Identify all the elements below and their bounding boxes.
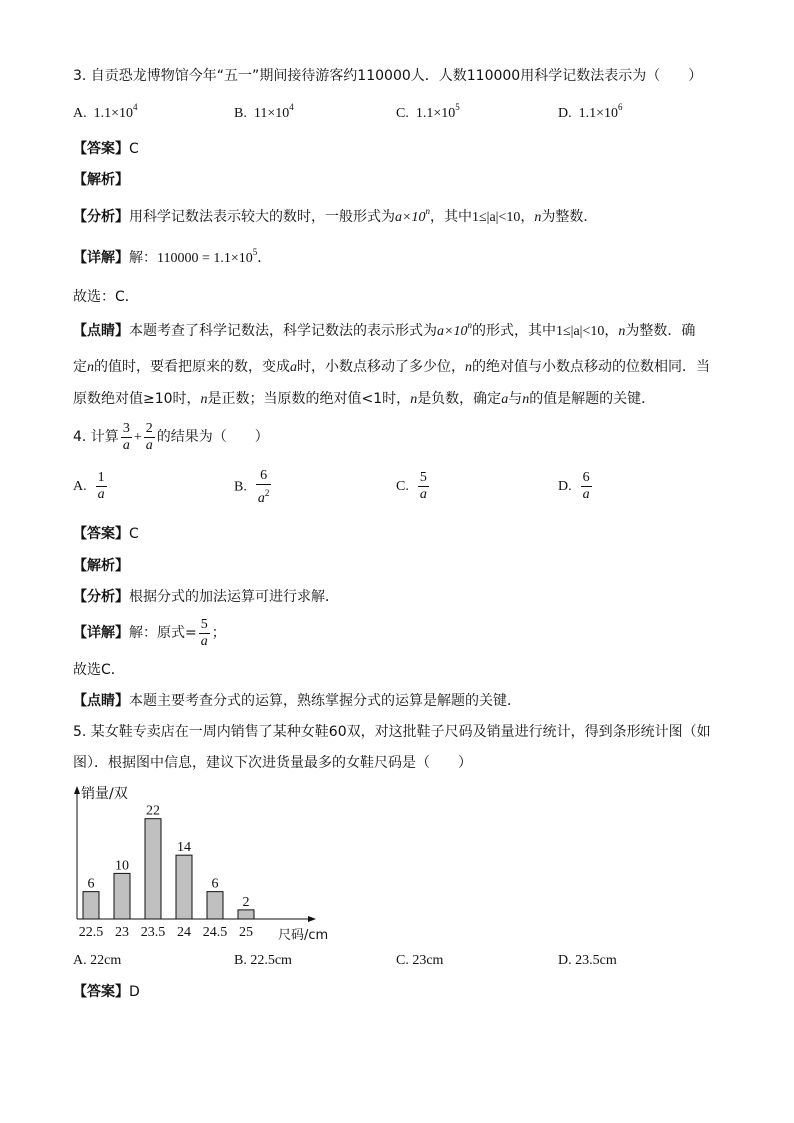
- q4-fraction-2: $\frac{2}{a}$: [145, 420, 153, 453]
- q5-stem-1: 5. 某女鞋专卖店在一周内销售了某种女鞋60双，对这批鞋子尺码及销量进行统计，得到条形统计图（如: [73, 724, 711, 740]
- q4-stem: 4. 计算 $\frac{3}{a}$ + $\frac{2}{a}$ 的结果为（ ）: [73, 420, 269, 453]
- q5-stem-2: 图）．根据图中信息，建议下次进货量最多的女鞋尺码是（ ）: [73, 755, 472, 771]
- y-axis-label: 销量/双: [81, 786, 128, 802]
- bar-25: [238, 910, 254, 919]
- q3-stem-text: 3. 自贡恐龙博物馆今年“五一”期间接待游客约110000人．人数110000用科学记数法表示为（ ）: [73, 68, 703, 84]
- q5-option-c: C. 23cm: [396, 953, 444, 968]
- tick-label-22.5: 22.5: [78, 925, 104, 940]
- bar-23: [114, 873, 130, 919]
- q3-stem: [73, 66, 702, 86]
- tick-label-24: 24: [177, 925, 191, 940]
- q4-option-b: B. $\frac{6}{a^2}$: [234, 468, 270, 506]
- q3-dianjing-3: 原数绝对值≥10时，n是正数；当原数的绝对值<1时，n是负数，确定a与n的值是解题的关键．: [73, 391, 656, 407]
- bar-22.5: [83, 892, 99, 919]
- y-axis-arrow: [74, 786, 80, 794]
- bar-24.5: [207, 892, 223, 919]
- data-label-23.5: 22: [146, 803, 160, 819]
- q3-xiangjie: 【详解】解：$110000 = 1.1\times 10^5$．: [73, 247, 272, 266]
- data-label-24.5: 6: [211, 876, 219, 892]
- q4-fraction-1: $\frac{3}{a}$: [122, 420, 130, 453]
- q3-answer: [73, 139, 139, 159]
- x-axis-label: 尺码/cm: [278, 928, 329, 942]
- q4-guxuan: 故选C．: [73, 662, 125, 678]
- q3-jiexi: 【解析】: [73, 172, 129, 188]
- q4-fenxi: 【分析】根据分式的加法运算可进行求解．: [73, 589, 339, 605]
- q3-guxuan: 故选：C．: [73, 289, 139, 305]
- q5-option-b: B. 22.5cm: [234, 953, 292, 968]
- data-label-24: 14: [177, 840, 191, 856]
- data-label-22.5: 6: [87, 876, 95, 892]
- q3-option-b: B. $11\times 10^4$: [234, 102, 294, 121]
- q3-dianjing-2: 定n的值时，要看把原来的数，变成a时，小数点移动了多少位，n的绝对值与小数点移动的位数相同．当: [73, 359, 710, 375]
- q4-answer: 【答案】C: [73, 526, 139, 542]
- q4-option-a: A. $\frac{1}{a}$: [73, 470, 105, 503]
- q4-dianjing: 【点睛】本题主要考查分式的运算，熟练掌握分式的运算是解题的关键．: [73, 693, 521, 709]
- tick-label-23: 23: [115, 925, 129, 940]
- q4-option-d: D. $\frac{6}{a}$: [558, 470, 590, 503]
- q3-fenxi: 【分析】用科学记数法表示较大的数时，一般形式为$a\times 10^n$，其中1≤|a|<10，n为整数．: [73, 206, 598, 225]
- q5-option-d: D. 23.5cm: [558, 953, 617, 968]
- tick-label-23.5: 23.5: [140, 925, 166, 940]
- bar-23.5: [145, 819, 161, 919]
- x-axis-arrow: [308, 916, 316, 922]
- q4-xiangjie: 【详解】解：原式= $\frac{5}{a}$ ；: [73, 616, 226, 649]
- q4-option-c: C. $\frac{5}{a}$: [396, 470, 427, 503]
- bar-24: [176, 855, 192, 919]
- data-label-25: 2: [242, 894, 250, 910]
- q3-dianjing-1: 【点睛】本题考查了科学记数法，科学记数法的表示形式为$a\times 10^n$的形式，其中1≤|a|<10，n为整数．确: [73, 320, 696, 339]
- q5-option-a: A. 22cm: [73, 953, 122, 968]
- data-label-23: 10: [115, 858, 129, 874]
- q3-option-d: D. $1.1\times 10^6$: [558, 102, 623, 121]
- bar-chart: [60, 782, 360, 942]
- tick-label-25: 25: [239, 925, 253, 940]
- q3-option-a: A. $1.1\times 10^4$: [73, 102, 138, 121]
- q4-jiexi: 【解析】: [73, 558, 129, 574]
- q3-option-c: C. $1.1\times 10^5$: [396, 102, 460, 121]
- answer-value: C: [129, 141, 139, 157]
- q5-answer: 【答案】D: [73, 984, 140, 1000]
- tick-label-24.5: 24.5: [202, 925, 228, 940]
- answer-tag: 【答案】: [73, 141, 129, 157]
